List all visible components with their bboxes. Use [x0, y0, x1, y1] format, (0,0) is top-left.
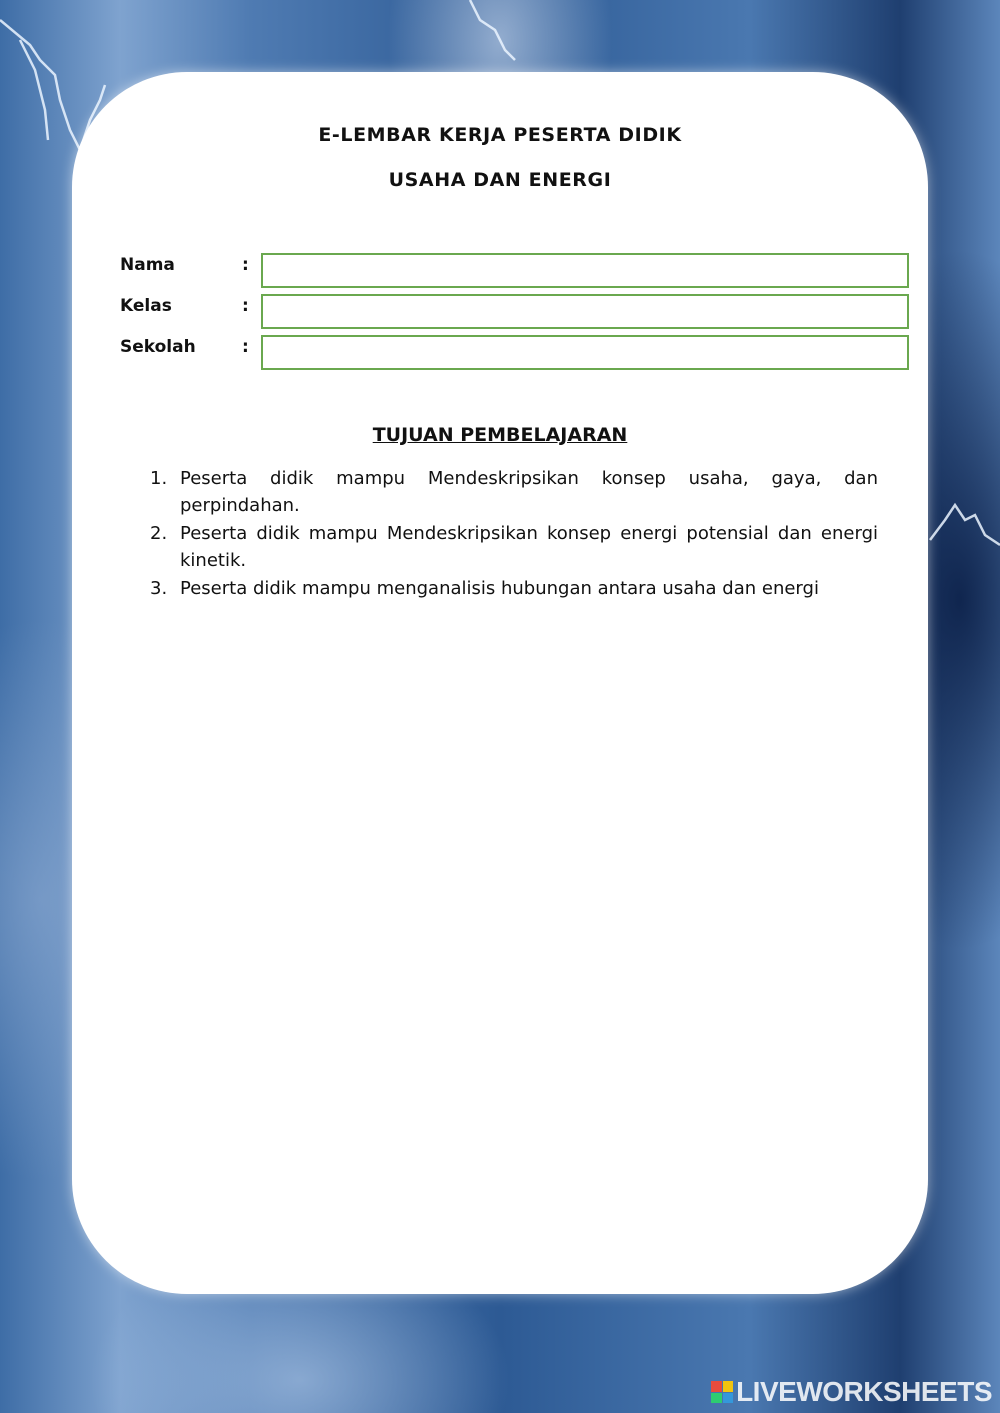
liveworksheets-logo-icon: [711, 1381, 733, 1403]
list-item-text: Peserta didik mampu Mendeskripsikan konsep energi potensial dan energi kinetik.: [180, 523, 878, 571]
kelas-label: Kelas: [120, 296, 172, 316]
colon-separator: :: [242, 255, 249, 275]
worksheet-subtitle: USAHA DAN ENERGI: [388, 169, 612, 191]
list-item-number: 2.: [150, 523, 168, 544]
objectives-heading: TUJUAN PEMBELAJARAN: [372, 424, 628, 446]
worksheet-title: E-LEMBAR KERJA PESERTA DIDIK: [318, 124, 682, 146]
kelas-input[interactable]: [261, 294, 909, 329]
sekolah-label: Sekolah: [120, 337, 196, 357]
form-row-nama: [120, 253, 900, 289]
objectives-list: [150, 465, 878, 603]
list-item-number: 3.: [150, 578, 168, 599]
colon-separator: :: [242, 337, 249, 357]
list-item: [150, 575, 878, 602]
sekolah-input[interactable]: [261, 335, 909, 370]
colon-separator: :: [242, 296, 249, 316]
worksheet-page: [72, 72, 928, 1294]
nama-label: Nama: [120, 255, 175, 275]
watermark-text: LIVEWORKSHEETS: [736, 1376, 992, 1407]
list-item-number: 1.: [150, 468, 168, 489]
form-row-kelas: [120, 294, 900, 330]
list-item-text: Peserta didik mampu menganalisis hubungan antara usaha dan energi: [180, 578, 819, 599]
form-row-sekolah: [120, 335, 900, 371]
nama-input[interactable]: [261, 253, 909, 288]
list-item: [150, 520, 878, 574]
list-item-text: Peserta didik mampu Mendeskripsikan konsep usaha, gaya, dan perpindahan.: [180, 468, 878, 516]
liveworksheets-watermark: [711, 1375, 992, 1409]
list-item: [150, 465, 878, 519]
